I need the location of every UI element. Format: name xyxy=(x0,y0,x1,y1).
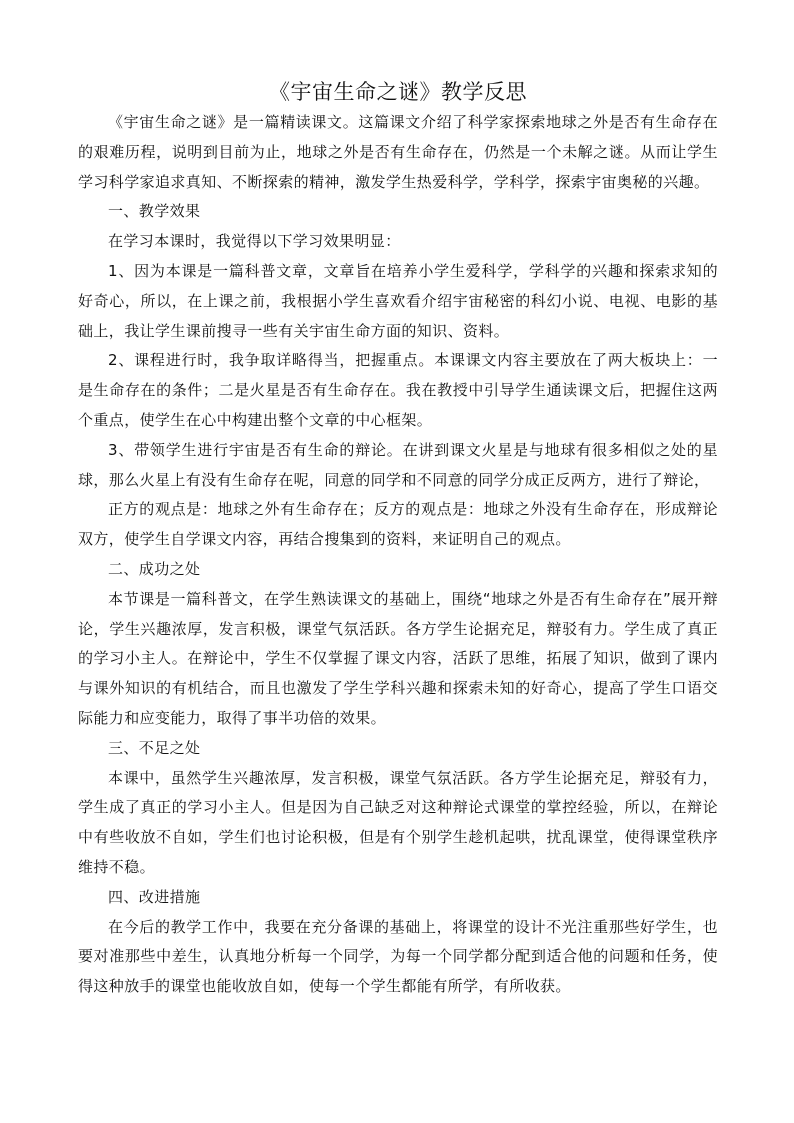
shortcomings-paragraph: 本课中，虽然学生兴趣浓厚，发言积极，课堂气氛活跃。各方学生论据充足，辩驳有力，学生成了真正的学习小主人。但是因为自己缺乏对这种辩论式课堂的掌控经验，所以，在辩论中有些收放不自如，学生们也讨论积极，但是有个别学生趁机起哄，扰乱课堂，使得课堂秩序维持不稳。 xyxy=(78,768,718,876)
document-title: 《宇宙生命之谜》教学反思 xyxy=(269,80,527,104)
intro-paragraph: 《宇宙生命之谜》是一篇精读课文。这篇课文介绍了科学家探索地球之外是否有生命存在的艰难历程，说明到目前为止，地球之外是否有生命存在，仍然是一个未解之谜。从而让学生学习科学家追求真知、不断探索的精神，激发学生热爱科学，学科学，探索宇宙奥秘的兴趣。 xyxy=(78,113,718,191)
improvements-paragraph: 在今后的教学工作中，我要在充分备课的基础上，将课堂的设计不光注重那些好学生，也要对准那些中差生，认真地分析每一个同学，为每一个同学都分配到适合他的问题和任务，使得这种放手的课堂也能收放自如，使每一个学生都能有所学，有所收获。 xyxy=(78,917,718,996)
section-heading-improvements: 四、改进措施 xyxy=(108,887,201,906)
effect-point-3: 3、带领学生进行宇宙是否有生命的辩论。在讲到课文火星是与地球有很多相似之处的星球，那么火星上有没有生命存在呢，同意的同学和不同意的同学分成正反两方，进行了辩论， xyxy=(78,440,718,489)
effect-point-2: 2、课程进行时，我争取详略得当，把握重点。本课课文内容主要放在了两大板块上：一是生命存在的条件；二是火星是否有生命存在。我在教授中引导学生通读课文后，把握住这两个重点，使学生在心中构建出整个文章的中心框架。 xyxy=(78,351,718,429)
section-heading-shortcomings: 三、不足之处 xyxy=(108,738,201,757)
section-heading-teaching-effect: 一、教学效果 xyxy=(108,202,201,221)
effect-point-3-continued: 正方的观点是：地球之外有生命存在；反方的观点是：地球之外没有生命存在，形成辩论双方，使学生自学课文内容，再结合搜集到的资料，来证明自己的观点。 xyxy=(78,500,718,549)
effect-lead-paragraph: 在学习本课时，我觉得以下学习效果明显： xyxy=(108,232,401,251)
document-page xyxy=(78,78,718,1002)
successes-paragraph: 本节课是一篇科普文，在学生熟读课文的基础上，围绕“地球之外是否有生命存在”展开辩论，学生兴趣浓厚，发言积极，课堂气氛活跃。各方学生论据充足，辩驳有力。学生成了真正的学习小主人。在辩论中，学生不仅掌握了课文内容，活跃了思维，拓展了知识，做到了课内与课外知识的有机结合，而且也激发了学生学科兴趣和探索未知的好奇心，提高了学生口语交际能力和应变能力，取得了事半功倍的效果。 xyxy=(78,589,718,727)
section-heading-successes: 二、成功之处 xyxy=(108,559,201,578)
effect-point-1: 1、因为本课是一篇科普文章，文章旨在培养小学生爱科学，学科学的兴趣和探索求知的好奇心，所以，在上课之前，我根据小学生喜欢看介绍宇宙秘密的科幻小说、电视、电影的基础上，我让学生课前搜寻一些有关宇宙生命方面的知识、资料。 xyxy=(78,261,718,340)
